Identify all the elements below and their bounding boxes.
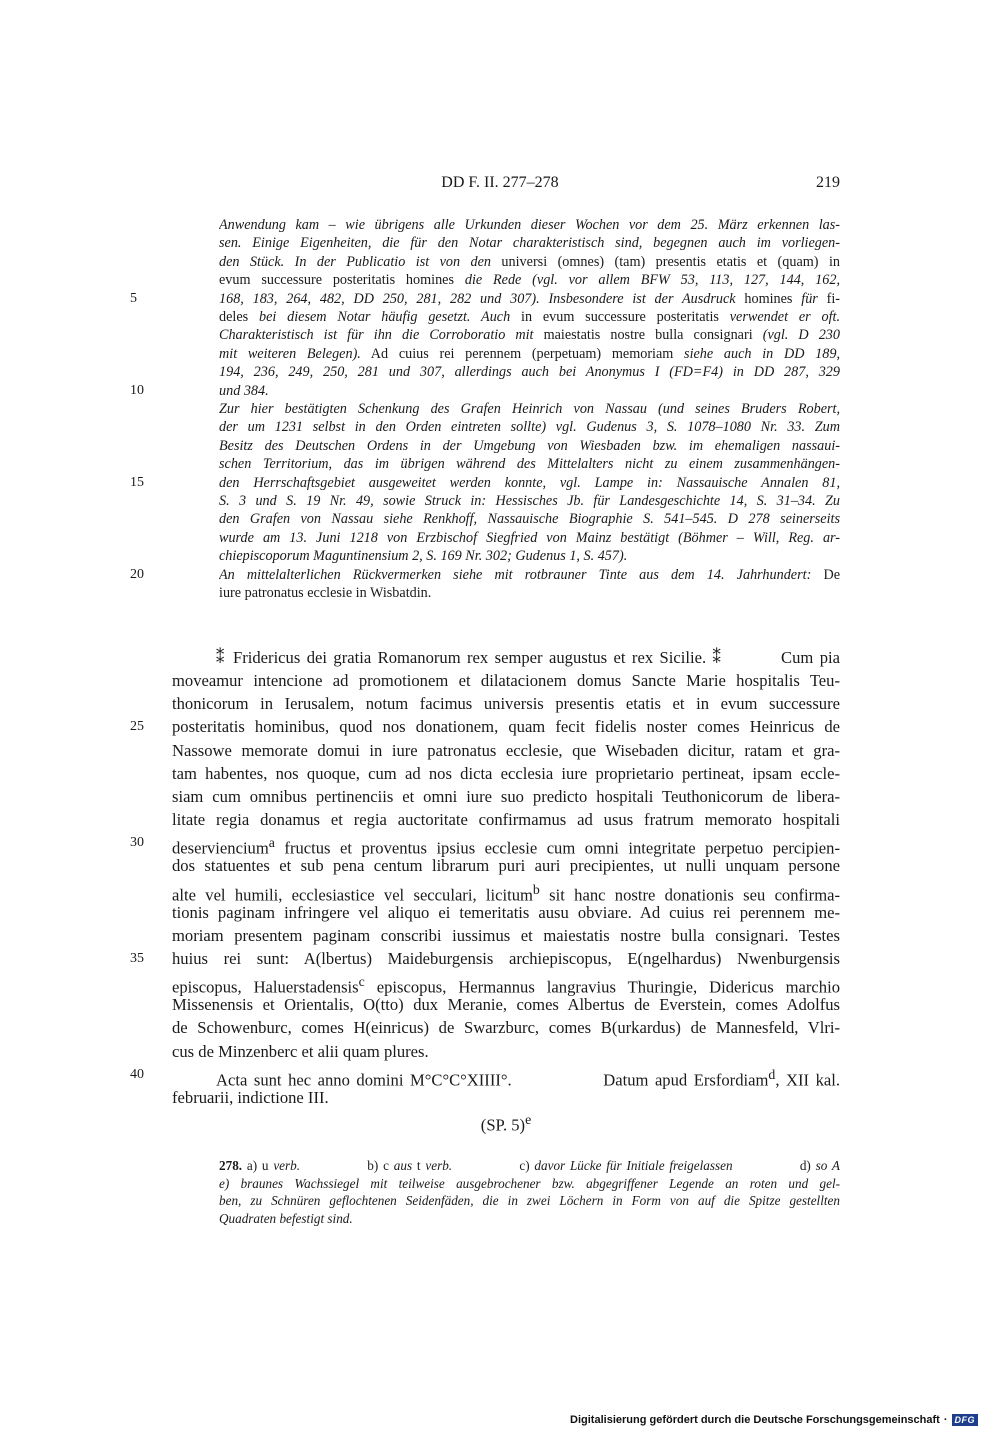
commentary-line: An mittelalterlichen Rückvermerken siehe mit rotbrauner Tinte aus dem 14. Jahrhundert: De	[219, 566, 840, 583]
commentary-line: mit weiteren Belegen). Ad cuius rei perennem (perpetuam) memoriam siehe auch in DD 189,	[219, 345, 840, 362]
line-number: 30	[130, 835, 144, 851]
commentary-line: wurde am 13. Juni 1218 von Erzbischof Siegfried von Mainz bestätigt (Böhmer – Will, Reg. ar-	[219, 529, 840, 546]
footnote-line: e) braunes Wachssiegel mit teilweise ausgebrochener bzw. abgegriffener Legende an roten und gel-	[219, 1175, 840, 1191]
text-line: posteritatis hominibus, quod nos donationem, quam fecit fidelis noster comes Heinricus de	[172, 717, 840, 737]
seal-note: (SP. 5)$^e$	[480, 1112, 532, 1135]
line-number: 10	[130, 382, 144, 398]
footnote-line: Quadraten befestigt sind.	[219, 1210, 353, 1226]
footnote-line: ben, zu Schnüren geflochtenen Seidenfäden, die in zwei Löchern in Form von auf die Spitze gestellten	[219, 1193, 840, 1208]
commentary-line: iure patronatus ecclesie in Wisbatdin.	[219, 585, 432, 601]
commentary-line: den Stück. In der Publicatio ist von den universi (omnes) (tam) presentis etatis et (quam) in	[219, 253, 840, 270]
text-line: tam habentes, nos quoque, cum ad nos dicta ecclesia iure proprietario pertineat, ipsam eccle-	[172, 763, 840, 783]
running-header: DD F. II. 277–278	[441, 174, 559, 191]
footnote-line: 278. a) u verb. b) c aus t verb. c) davor Lücke für Initiale freigelassen d) so A	[219, 1158, 840, 1173]
commentary-line: sen. Einige Eigenheiten, die für den Notar charakteristisch sind, begegnen auch im vorliegen-	[219, 235, 840, 252]
commentary-line: Zur hier bestätigten Schenkung des Grafen Heinrich von Nassau (und seines Bruders Robert,	[219, 401, 840, 417]
commentary-line: evum successure posteritatis homines die Rede (vgl. vor allem BFW 53, 113, 127, 144, 162,	[219, 272, 840, 289]
text-line: episcopus, Haluerstadensis$^c$ episcopus, Hermannus langravius Thuringie, Didericus marchio	[172, 974, 840, 997]
commentary-line: der um 1231 selbst in den Orden eintreten sollte) vgl. Gudenus 3, S. 1078–1080 Nr. 33. Zum	[219, 419, 840, 436]
line-number: 25	[130, 719, 144, 735]
credit-text: Digitalisierung gefördert durch die Deutsche Forschungsgemeinschaft	[570, 1414, 940, 1426]
text-line: Acta sunt hec anno domini M°C°C°XIIII°. Datum apud Ersfordiam$^d$, XII kal.	[216, 1066, 840, 1090]
text-line: februarii, indictione III.	[172, 1087, 329, 1107]
text-line: cus de Minzenberc et alii quam plures.	[172, 1041, 429, 1061]
dfg-credit: Digitalisierung gefördert durch die Deutsche Forschungsgemeinschaft · DFG	[570, 1414, 978, 1426]
line-number: 40	[130, 1066, 144, 1082]
line-number: 15	[130, 474, 144, 490]
text-line: huius rei sunt: A(lbertus) Maideburgensis archiepiscopus, E(ngelhardus) Nwenburgensis	[172, 948, 840, 968]
commentary-line: schen Territorium, das im übrigen während des Mittelalters nicht zu einem zusammenhängen-	[219, 456, 840, 473]
text-line: moriam presentem paginam conscribi iussimus et maiestatis nostre bulla consignari. Testes	[172, 925, 840, 945]
text-line: siam cum omnibus pertinenciis et omni iure suo predicto hospitali Teuthonicorum de libera-	[172, 786, 840, 806]
commentary-line: den Herrschaftsgebiet ausgeweitet werden konnte, vgl. Lampe in: Nassauische Annalen 81,	[219, 474, 840, 491]
commentary-line: den Grafen von Nassau siehe Renkhoff, Nassauische Biographie S. 541–545. D 278 seinerseits	[219, 511, 840, 528]
text-line: Nassowe memorate domui in iure patronatus ecclesie, que Wisebaden dicitur, ratam et gra-	[172, 740, 840, 760]
text-line: litate regia donamus et regia auctoritate confirmamus ad usus fratrum memorato hospitali	[172, 810, 840, 830]
commentary-line: S. 3 und S. 19 Nr. 49, sowie Struck in: Hessisches Jb. für Landesgeschichte 14, S. 31–34. Zu	[219, 493, 840, 509]
commentary-line: Besitz des Deutschen Ordens in der Umgebung von Wiesbaden bzw. im ehemaligen nassaui-	[219, 437, 840, 454]
commentary-line: chiepiscoporum Maguntinensium 2, S. 169 Nr. 302; Gudenus 1, S. 457).	[219, 548, 628, 565]
commentary-line: deles bei diesem Notar häufig gesetzt. Auch in evum successure posteritatis verwendet er oft.	[219, 309, 840, 325]
text-line: alte vel humili, ecclesiastice vel secculari, licitum$^b$ sit hanc nostre donationis seu confirma-	[172, 881, 840, 905]
commentary-line: 168, 183, 264, 482, DD 250, 281, 282 und 307). Insbesondere ist der Ausdruck homines für fi-	[219, 290, 840, 307]
text-line: Missenensis et Orientalis, O(tto) dux Meranie, comes Albertus de Everstein, comes Adolfus	[172, 995, 840, 1015]
line-number: 35	[130, 950, 144, 966]
page-number: 219	[816, 174, 840, 191]
commentary-line: 194, 236, 249, 250, 281 und 307, allerdings auch bei Anonymus I (FD=F4) in DD 287, 329	[219, 364, 840, 381]
text-line: deserviencium$^a$ fructus et proventus ipsius ecclesie cum omni integritate perpetuo percipien-	[172, 835, 840, 858]
text-line: thonicorum in Ierusalem, notum facimus universis presentis etatis et in evum successure	[172, 694, 840, 714]
text-line: ⁑ Fridericus dei gratia Romanorum rex semper augustus et rex Sicilie. ⁑ Cum pia	[216, 648, 840, 667]
text-line: dos statuentes et sub pena centum librarum puri auri precipientes, ut nulli unquam persone	[172, 856, 840, 876]
line-number: 20	[130, 566, 144, 582]
text-line: tionis paginam infringere vel aliquo ei temeritatis ausu obviare. Ad cuius rei perennem me-	[172, 902, 840, 922]
commentary-line: Anwendung kam – wie übrigens alle Urkunden dieser Wochen vor dem 25. März erkennen las-	[219, 217, 840, 233]
text-line: de Schowenburc, comes H(einricus) de Swarzburc, comes B(urkardus) de Mannesfeld, Vlri-	[172, 1018, 840, 1038]
text-line: moveamur intencione ad promotionem et dilatacionem domus Sancte Marie hospitalis Teu-	[172, 671, 840, 691]
commentary-line: Charakteristisch ist für ihn die Corroboratio mit maiestatis nostre bulla consignari (vgl. D 230	[219, 327, 840, 344]
line-number: 5	[130, 290, 137, 306]
dfg-logo: DFG	[952, 1414, 979, 1426]
commentary-line: und 384.	[219, 382, 269, 399]
